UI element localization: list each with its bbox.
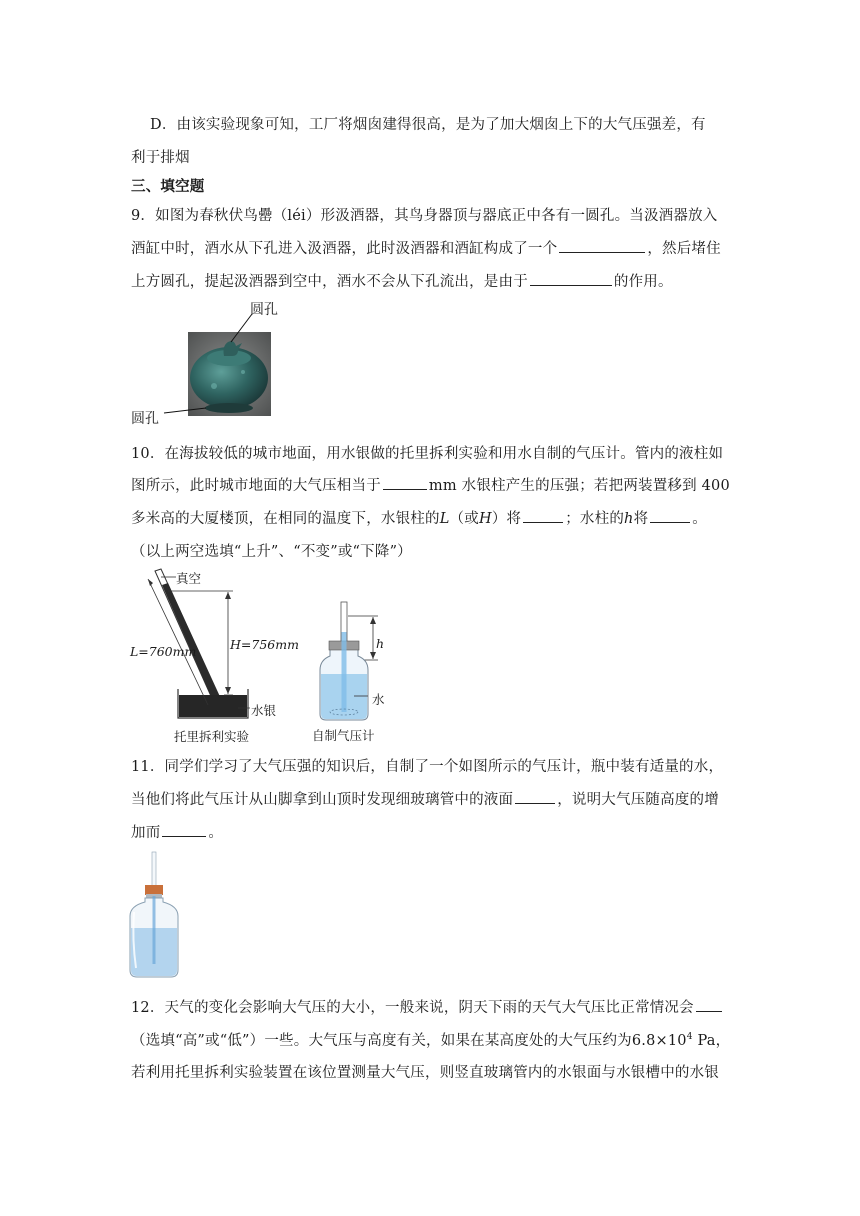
barometer-caption: 自制气压计 bbox=[312, 728, 375, 743]
q11-line1: 11．同学们学习了大气压强的知识后，自制了一个如图所示的气压计，瓶中装有适量的水， bbox=[131, 759, 724, 775]
L-length-label: L=760mm bbox=[130, 644, 197, 659]
mercury-label: 水银 bbox=[251, 703, 277, 718]
q9-line1: 9．如图为春秋伏鸟罍（léi）形汲酒器，其鸟身器顶与器底正中各有一圆孔。当汲酒器放入 bbox=[131, 208, 718, 224]
answer-blank[interactable] bbox=[650, 521, 690, 523]
water-barometer-diagram bbox=[310, 596, 410, 726]
water-barometer-figure bbox=[310, 596, 410, 746]
q12-line1 bbox=[131, 996, 724, 1017]
q9-line2 bbox=[131, 237, 721, 258]
q10-text-d: ）将 bbox=[491, 511, 522, 527]
q10-text-c: 多米高的大厦楼顶，在相同的温度下，水银柱的 bbox=[131, 511, 440, 527]
wine-vessel-figure bbox=[128, 296, 298, 430]
q8-option-d-line2: 利于排烟 bbox=[131, 150, 190, 166]
q11-line3 bbox=[131, 821, 223, 842]
q11-text-a: 当他们将此气压计从山脚拿到山顶时发现细玻璃管中的液面 bbox=[131, 792, 514, 808]
H-height-label: H=756mm bbox=[230, 637, 299, 652]
q10-line3 bbox=[131, 507, 707, 528]
answer-blank[interactable] bbox=[696, 1010, 722, 1012]
q9-text-b: ，然后堵住 bbox=[647, 241, 721, 257]
pressure-value: 6.8×10 bbox=[631, 1033, 687, 1049]
q11-text-d: 。 bbox=[208, 825, 224, 841]
q10-text-g: 。 bbox=[692, 511, 707, 527]
q10-text-or: （或 bbox=[449, 511, 479, 527]
section-heading-fill-blank: 三、填空题 bbox=[131, 178, 205, 195]
bottle-barometer-image bbox=[128, 850, 184, 980]
q9-text-d: 的作用。 bbox=[613, 274, 673, 290]
q11-text-c: 加而 bbox=[131, 825, 161, 841]
q12-line2 bbox=[131, 1029, 730, 1050]
q10-line4: （以上两空选填“上升”、“不变”或“下降”） bbox=[131, 544, 412, 560]
var-L: L bbox=[439, 511, 450, 527]
q10-line1: 10．在海拔较低的城市地面，用水银做的托里拆利实验和用水自制的气压计。管内的液柱如 bbox=[131, 446, 724, 462]
q12-line3: 若利用托里拆利实验装置在该位置测量大气压，则竖直玻璃管内的水银面与水银槽中的水银 bbox=[131, 1065, 719, 1081]
q10-text-b: mm 水银柱产生的压强；若把两装置移到 400 bbox=[428, 478, 730, 494]
answer-blank[interactable] bbox=[530, 284, 612, 286]
vacuum-label: 真空 bbox=[176, 571, 202, 586]
q9-text-a: 酒缸中时，酒水从下孔进入汲酒器，此时汲酒器和酒缸构成了一个 bbox=[131, 241, 558, 257]
h-height-label: h bbox=[376, 636, 385, 651]
pressure-exponent: 4 bbox=[686, 1032, 693, 1043]
var-H: H bbox=[478, 511, 492, 527]
pressure-unit: Pa， bbox=[692, 1033, 731, 1049]
q10-text-a: 图所示，此时城市地面的大气压相当于 bbox=[131, 478, 381, 494]
q9-line3 bbox=[131, 270, 673, 291]
q11-line2 bbox=[131, 788, 719, 809]
q11-text-b: ，说明大气压随高度的增 bbox=[557, 792, 719, 808]
torricelli-caption: 托里拆利实验 bbox=[174, 729, 250, 744]
answer-blank[interactable] bbox=[162, 835, 206, 837]
q10-text-e: ；水柱的 bbox=[565, 511, 625, 527]
q10-line2 bbox=[131, 474, 730, 495]
water-label: 水 bbox=[372, 692, 385, 707]
answer-blank[interactable] bbox=[523, 521, 563, 523]
q8-option-d-line1: D．由该实验现象可知，工厂将烟囱建得很高，是为了加大烟囱上下的大气压强差，有 bbox=[150, 117, 706, 133]
answer-blank[interactable] bbox=[383, 488, 427, 490]
q10-text-f: 将 bbox=[633, 511, 649, 527]
hole-label-top: 圆孔 bbox=[250, 302, 278, 318]
answer-blank[interactable] bbox=[559, 251, 645, 253]
hole-label-bottom: 圆孔 bbox=[131, 411, 159, 427]
var-h: h bbox=[624, 511, 634, 527]
torricelli-figure bbox=[128, 565, 298, 745]
bottle-barometer-figure bbox=[128, 850, 184, 980]
answer-blank[interactable] bbox=[515, 802, 555, 804]
q12-text-a: 12．天气的变化会影响大气压的大小，一般来说，阴天下雨的天气大气压比正常情况会 bbox=[131, 1000, 694, 1016]
q12-text-b: （选填“高”或“低”）一些。大气压与高度有关，如果在某高度处的大气压约为 bbox=[131, 1033, 632, 1049]
q9-text-c: 上方圆孔，提起汲酒器到空中，酒水不会从下孔流出，是由于 bbox=[131, 274, 528, 290]
